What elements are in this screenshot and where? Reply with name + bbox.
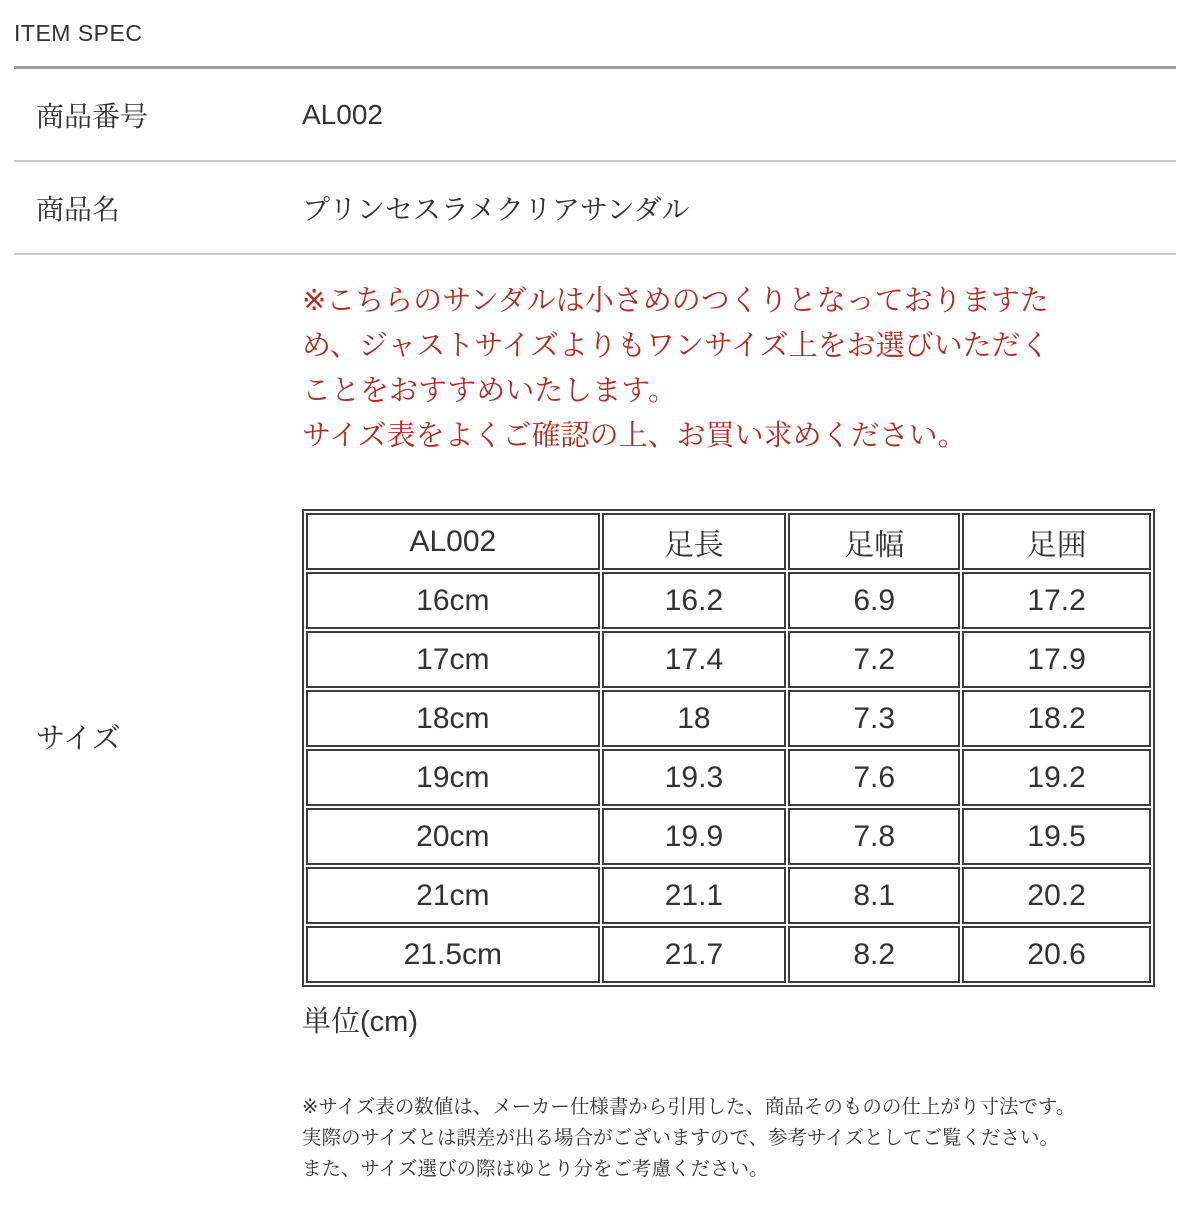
size-cell: 21.5cm (306, 926, 600, 983)
size-table-header-foot-width: 足幅 (788, 513, 960, 570)
size-cell: 19.3 (602, 749, 787, 806)
size-table-row (306, 867, 1151, 924)
size-cell: 16.2 (602, 572, 787, 629)
size-cell: 21cm (306, 867, 600, 924)
size-cell: 20.2 (962, 867, 1151, 924)
product-name-row (14, 162, 1176, 255)
size-cell: 7.2 (788, 631, 960, 688)
size-table-row (306, 572, 1151, 629)
product-name-label: 商品名 (36, 193, 121, 225)
product-number-row (14, 69, 1176, 162)
size-warning-text (302, 279, 1162, 459)
size-cell: 8.2 (788, 926, 960, 983)
size-cell: 8.1 (788, 867, 960, 924)
size-cell: 19.2 (962, 749, 1151, 806)
size-cell: 7.3 (788, 690, 960, 747)
size-cell: 18cm (306, 690, 600, 747)
size-warning-line: め、ジャストサイズよりもワンサイズ上をお選びいただく (302, 330, 1050, 362)
page-title: ITEM SPEC (14, 20, 143, 46)
size-cell: 19cm (306, 749, 600, 806)
footnote-line: ※サイズ表の数値は、メーカー仕様書から引用した、商品そのものの仕上がり寸法です。 (302, 1096, 1076, 1118)
size-cell: 6.9 (788, 572, 960, 629)
size-label: サイズ (36, 723, 121, 756)
size-table-header-row (306, 513, 1151, 570)
size-cell: 21.7 (602, 926, 787, 983)
size-table-row (306, 926, 1151, 983)
size-table-row (306, 808, 1151, 865)
size-cell: 19.5 (962, 808, 1151, 865)
size-section (14, 255, 1176, 1219)
size-table-header-foot-girth: 足囲 (962, 513, 1151, 570)
product-name-value: プリンセスラメクリアサンダル (302, 193, 690, 225)
size-label-column (14, 255, 302, 1219)
footnote-line: 実際のサイズとは誤差が出る場合がございますので、参考サイズとしてご覧ください。 (302, 1127, 1059, 1149)
size-table-row (306, 631, 1151, 688)
size-cell: 7.6 (788, 749, 960, 806)
size-warning-line: ※こちらのサンダルは小さめのつくりとなっておりますた (302, 285, 1049, 317)
size-cell: 7.8 (788, 808, 960, 865)
size-table (302, 509, 1155, 987)
footnote-line: また、サイズ選びの際はゆとり分をご考慮ください。 (302, 1158, 769, 1180)
size-table-header-foot-length: 足長 (602, 513, 787, 570)
size-warning-line: サイズ表をよくご確認の上、お買い求めください。 (302, 420, 967, 452)
size-cell: 20cm (306, 808, 600, 865)
size-cell: 16cm (306, 572, 600, 629)
size-content (302, 255, 1162, 1219)
size-table-header-model: AL002 (306, 513, 600, 570)
product-number-value: AL002 (302, 98, 383, 130)
size-table-row (306, 749, 1151, 806)
size-footnotes (302, 1092, 1162, 1199)
product-number-label: 商品番号 (36, 100, 149, 132)
size-table-row (306, 690, 1151, 747)
size-cell: 18 (602, 690, 787, 747)
size-cell: 17.4 (602, 631, 787, 688)
unit-note: 単位(cm) (302, 1006, 418, 1038)
size-cell: 20.6 (962, 926, 1151, 983)
size-cell: 17.2 (962, 572, 1151, 629)
size-cell: 17.9 (962, 631, 1151, 688)
size-cell: 21.1 (602, 867, 787, 924)
size-cell: 17cm (306, 631, 600, 688)
size-cell: 18.2 (962, 690, 1151, 747)
size-warning-line: ことをおすすめいたします。 (302, 375, 677, 407)
size-cell: 19.9 (602, 808, 787, 865)
